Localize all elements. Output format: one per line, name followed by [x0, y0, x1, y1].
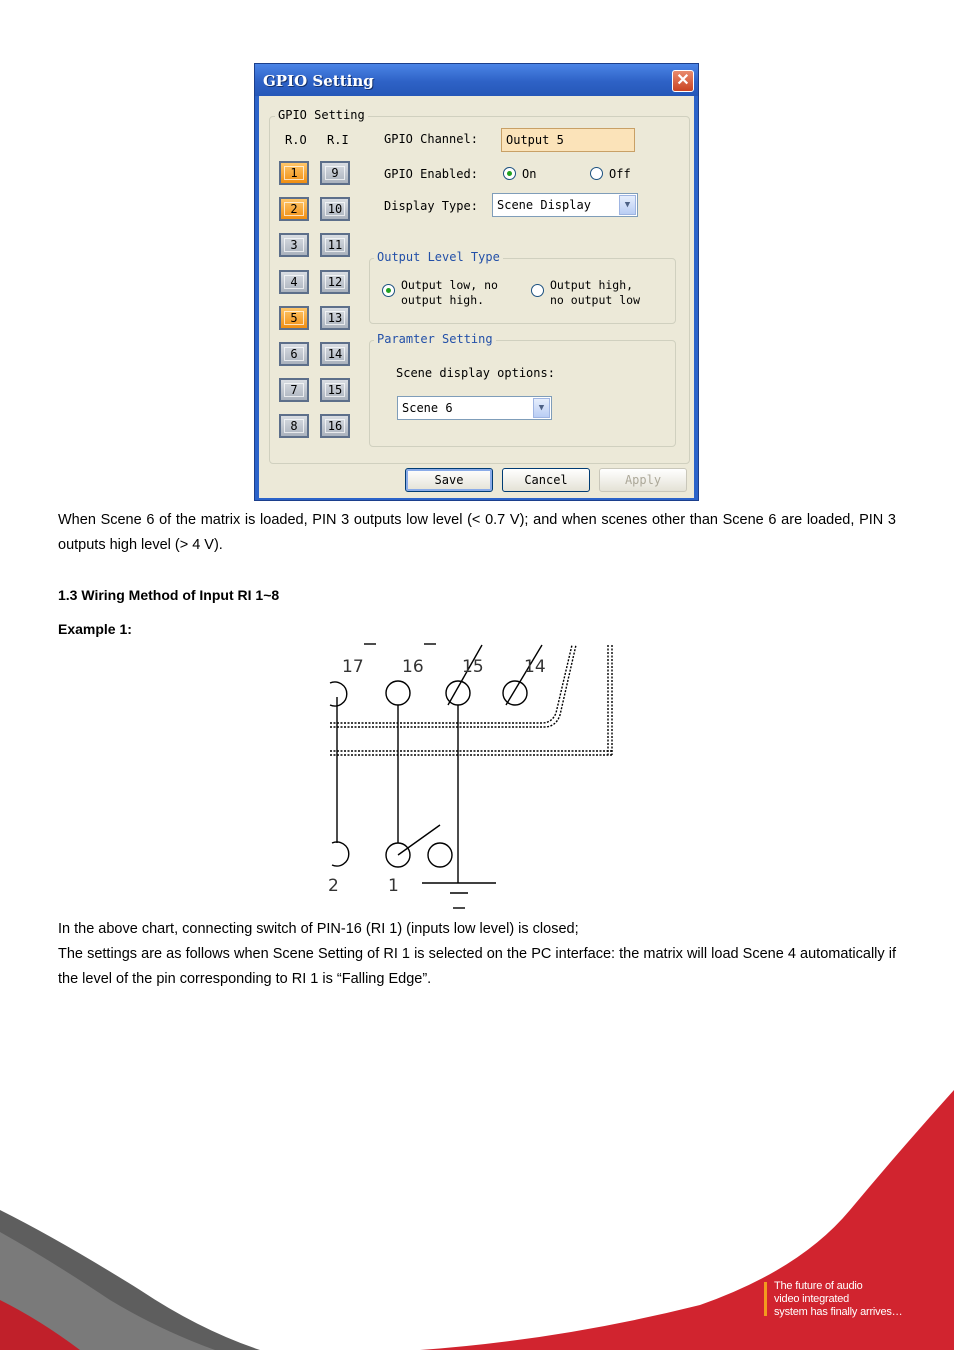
dialog-titlebar[interactable]: [255, 64, 698, 96]
scene-select-value: Scene 6: [402, 401, 453, 415]
cancel-button[interactable]: Cancel: [502, 468, 590, 492]
switch-closed-line: In the above chart, connecting switch of PIN-16 (RI 1) (inputs low level) is closed;: [58, 921, 579, 937]
ro-pin-button[interactable]: 5: [279, 306, 309, 330]
ri-pin-button[interactable]: 15: [320, 378, 350, 402]
parameter-setting-group-label: Paramter Setting: [374, 332, 496, 346]
ri-pin-button[interactable]: 13: [320, 306, 350, 330]
ri-pin-button[interactable]: 16: [320, 414, 350, 438]
chevron-down-icon[interactable]: ▼: [619, 195, 636, 215]
level-option1-line1[interactable]: Output low, no: [401, 278, 498, 292]
pin-17-label: 17: [342, 657, 364, 677]
ri-pin-button[interactable]: 11: [320, 233, 350, 257]
chevron-down-icon[interactable]: ▼: [533, 398, 550, 418]
level-option1-radio[interactable]: [382, 284, 395, 297]
dialog-client-area: [259, 96, 694, 498]
gpio-setting-dialog: [254, 63, 699, 501]
level-option2-line1[interactable]: Output high,: [550, 278, 634, 292]
gpio-setting-group-label: GPIO Setting: [275, 108, 368, 122]
enabled-off-radio[interactable]: [590, 167, 603, 180]
tagline-line3: system has finally arrives…: [774, 1306, 903, 1318]
close-icon[interactable]: ✕: [672, 70, 694, 92]
scene-description-paragraph: When Scene 6 of the matrix is loaded, PIN 3 outputs low level (< 0.7 V); and when scenes other than Scene 6 are loaded, PIN 3 outputs high level (> 4 V).: [58, 512, 896, 553]
dialog-title: GPIO Setting: [263, 72, 374, 90]
output-level-group-label: Output Level Type: [374, 250, 503, 264]
parameter-setting-group: [369, 340, 676, 447]
ri-pin-button[interactable]: 14: [320, 342, 350, 366]
pin-15-label: 15: [462, 657, 484, 677]
scene-select[interactable]: [397, 396, 552, 420]
level-option2-line2[interactable]: no output low: [550, 293, 641, 307]
ro-pin-button[interactable]: 2: [279, 197, 309, 221]
display-type-label: Display Type:: [384, 199, 478, 213]
example-heading: Example 1:: [58, 621, 132, 637]
enabled-on-radio[interactable]: [503, 167, 516, 180]
scene-options-label: Scene display options:: [396, 366, 555, 380]
ri-pin-button[interactable]: 10: [320, 197, 350, 221]
section-heading: 1.3 Wiring Method of Input RI 1~8: [58, 587, 280, 603]
enabled-off-label[interactable]: Off: [609, 167, 631, 181]
tagline-accent-bar: [764, 1282, 767, 1316]
pin-14-label: 14: [524, 657, 546, 677]
level-option2-radio[interactable]: [531, 284, 544, 297]
pin-1-label: 1: [388, 876, 399, 896]
display-type-value: Scene Display: [497, 198, 591, 212]
ri-pin-button[interactable]: 9: [320, 161, 350, 185]
ro-pin-button[interactable]: 1: [279, 161, 309, 185]
apply-button[interactable]: Apply: [599, 468, 687, 492]
ro-pin-button[interactable]: 6: [279, 342, 309, 366]
gpio-channel-label: GPIO Channel:: [384, 132, 478, 146]
save-button[interactable]: Save: [405, 468, 493, 492]
pin-2-label: 2: [328, 876, 339, 896]
column-ri-label: R.I: [327, 133, 349, 147]
ro-pin-button[interactable]: 7: [279, 378, 309, 402]
ro-pin-button[interactable]: 3: [279, 233, 309, 257]
pin-16-label: 16: [402, 657, 424, 677]
ro-pin-button[interactable]: 4: [279, 270, 309, 294]
display-type-select[interactable]: [492, 193, 638, 217]
tagline-line1: The future of audio: [774, 1280, 863, 1292]
tagline-line2: video integrated: [774, 1293, 850, 1305]
enabled-on-label[interactable]: On: [522, 167, 537, 181]
ro-pin-button[interactable]: 8: [279, 414, 309, 438]
column-ro-label: R.O: [285, 133, 307, 147]
gpio-enabled-label: GPIO Enabled:: [384, 167, 478, 181]
level-option1-line2[interactable]: output high.: [401, 293, 485, 307]
wiring-diagram: [320, 635, 620, 915]
gpio-channel-field: Output 5: [501, 128, 635, 152]
scene-setting-paragraph: The settings are as follows when Scene Setting of RI 1 is selected on the PC interface: the matrix will load Scene 4 automatically if the level of the pin corresponding to RI 1 is “Falling Edge”.: [58, 946, 896, 987]
ri-pin-button[interactable]: 12: [320, 270, 350, 294]
footer-tagline: [774, 1280, 902, 1319]
